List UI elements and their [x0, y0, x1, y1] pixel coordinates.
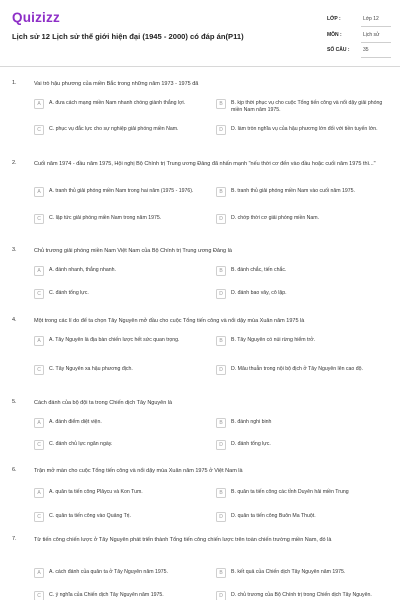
option-text: A. đánh điểm diệt viện. — [49, 419, 102, 425]
question-number: 5. — [12, 399, 17, 405]
option-letter-box: A — [34, 568, 44, 578]
meta-class — [327, 13, 391, 27]
option-letter-box: A — [34, 99, 44, 109]
meta-subject — [327, 29, 391, 43]
option-text: A. đưa cách mạng miền Nam nhanh chóng giành thắng lợi. — [49, 100, 186, 106]
option-letter-box: A — [34, 418, 44, 428]
option-text: D. chớp thời cơ giải phóng miền Nam. — [231, 215, 320, 221]
option-letter-box: C — [34, 214, 44, 224]
option-text: B. kết quả của Chiến dịch Tây Nguyên năm 1975. — [231, 569, 346, 575]
meta-class-label: LỚP : — [327, 16, 341, 22]
question-number: 4. — [12, 317, 17, 323]
header-divider — [0, 66, 400, 67]
meta-count-label: SỐ CÂU : — [327, 47, 350, 53]
option-text: D. đánh tổng lực. — [231, 441, 271, 447]
option-letter-box: B — [216, 187, 226, 197]
option-letter-box: C — [34, 512, 44, 522]
question-number: 6. — [12, 467, 17, 473]
option-text: A. đánh nhanh, thắng nhanh. — [49, 267, 116, 273]
option-letter-box: D — [216, 591, 226, 600]
worksheet-title: Lịch sử 12 Lịch sử thế giới hiện đại (1945 - 2000) có đáp án(P11) — [12, 32, 244, 41]
option-letter-box: A — [34, 266, 44, 276]
meta-count — [327, 44, 391, 58]
option-text: D. chủ trương của Bộ Chính trị trong Chiến dịch Tây Nguyên. — [231, 592, 372, 598]
option-text: D. quân ta tiến công Buôn Ma Thuột. — [231, 513, 316, 519]
question-number: 3. — [12, 247, 17, 253]
option-letter-box: B — [216, 336, 226, 346]
option-letter-box: B — [216, 488, 226, 498]
option-text: B. Tây Nguyên có núi rừng hiểm trở. — [231, 337, 316, 343]
option-text: A. quân ta tiến công Plâycu và Kon Tum. — [49, 489, 143, 495]
option-text: B. quân ta tiến công các tỉnh Duyên hải miền Trung — [231, 489, 349, 495]
option-text: B. đánh chắc, tiến chắc. — [231, 267, 287, 273]
option-text: B. kịp thời phục vụ cho cuộc Tổng tiến công và nổi dậy giải phóng miền Nam năm 1975. — [231, 100, 383, 114]
option-letter-box: B — [216, 99, 226, 109]
meta-underline — [361, 26, 391, 27]
option-letter-box: A — [34, 187, 44, 197]
option-text: A. tranh thủ giải phóng miền Nam trong hai năm (1975 - 1976). — [49, 188, 194, 194]
option-text: D. làm tròn nghĩa vụ của hậu phương lớn đối với tiền tuyến lớn. — [231, 126, 378, 132]
meta-subject-value: Lịch sử — [363, 32, 380, 38]
option-letter-box: D — [216, 214, 226, 224]
option-text: C. ý nghĩa của Chiến dịch Tây Nguyên năm 1975. — [49, 592, 164, 598]
question-number: 1. — [12, 80, 17, 86]
option-text: B. đánh nghi binh — [231, 419, 272, 425]
question-text: Cách đánh của bộ đội ta trong Chiến dịch Tây Nguyên là — [34, 400, 173, 406]
meta-count-value: 35 — [363, 47, 369, 53]
option-text: C. đánh chủ lực ngăn ngày. — [49, 441, 113, 447]
meta-underline — [361, 57, 391, 58]
question-text: Vai trò hậu phương của miền Bắc trong những năm 1973 - 1975 đã — [34, 81, 199, 87]
option-letter-box: D — [216, 125, 226, 135]
option-letter-box: C — [34, 440, 44, 450]
option-text: B. tranh thủ giải phóng miền Nam vào cuối năm 1975. — [231, 188, 355, 194]
option-text: C. lập tức giải phóng miền Nam trong năm 1975. — [49, 215, 162, 221]
question-text: Chủ trương giải phóng miền Nam Việt Nam của Bộ Chính trị Trung ương Đảng là — [34, 248, 232, 254]
option-text: C. đánh tổng lực. — [49, 290, 89, 296]
quizizz-logo: Quizizz — [12, 10, 60, 25]
question-number: 7. — [12, 536, 17, 542]
option-letter-box: D — [216, 440, 226, 450]
option-letter-box: C — [34, 125, 44, 135]
question-text: Một trong các lí do để ta chọn Tây Nguyên mở đầu cho cuộc Tổng tiến công và nổi dậy mùa Xuân năm 1975 là — [34, 318, 305, 324]
option-text: A. cách đánh của quân ta ở Tây Nguyên năm 1975. — [49, 569, 168, 575]
meta-class-value: Lớp 12 — [363, 16, 379, 22]
option-letter-box: D — [216, 289, 226, 299]
option-letter-box: A — [34, 488, 44, 498]
option-letter-box: D — [216, 512, 226, 522]
worksheet-header — [0, 0, 400, 66]
question-number: 2. — [12, 160, 17, 166]
option-text: D. đánh bao vây, cô lập. — [231, 290, 287, 296]
option-letter-box: C — [34, 365, 44, 375]
option-text: A. Tây Nguyên là địa bàn chiến lược hết sức quan trọng. — [49, 337, 180, 343]
meta-subject-label: MÔN : — [327, 32, 342, 38]
option-text: C. phục vụ đắc lực cho sự nghiệp giải phóng miền Nam. — [49, 126, 179, 132]
option-text: D. Mâu thuẫn trong nội bộ địch ở Tây Nguyên lên cao độ. — [231, 366, 363, 372]
option-letter-box: B — [216, 418, 226, 428]
option-letter-box: B — [216, 568, 226, 578]
option-text: C. Tây Nguyên xa hậu phương địch. — [49, 366, 133, 372]
option-text: C. quân ta tiến công vào Quảng Trị. — [49, 513, 131, 519]
option-letter-box: C — [34, 289, 44, 299]
meta-underline — [361, 42, 391, 43]
option-letter-box: A — [34, 336, 44, 346]
option-letter-box: B — [216, 266, 226, 276]
question-text: Từ tiến công chiến lược ở Tây Nguyên phát triển thành Tổng tiến công chiến lược trên toàn chiến trường miền Nam, đó là — [34, 537, 332, 543]
question-text: Cuối năm 1974 - đầu năm 1975, Hội nghị Bộ Chính trị Trung ương Đảng đã nhấn mạnh "nếu thời cơ đến vào đầu hoặc cuối năm 1975 thì..." — [34, 161, 376, 167]
option-letter-box: D — [216, 365, 226, 375]
option-letter-box: C — [34, 591, 44, 600]
question-text: Trận mở màn cho cuộc Tổng tiến công và nổi dậy mùa Xuân năm 1975 ở Việt Nam là — [34, 468, 243, 474]
